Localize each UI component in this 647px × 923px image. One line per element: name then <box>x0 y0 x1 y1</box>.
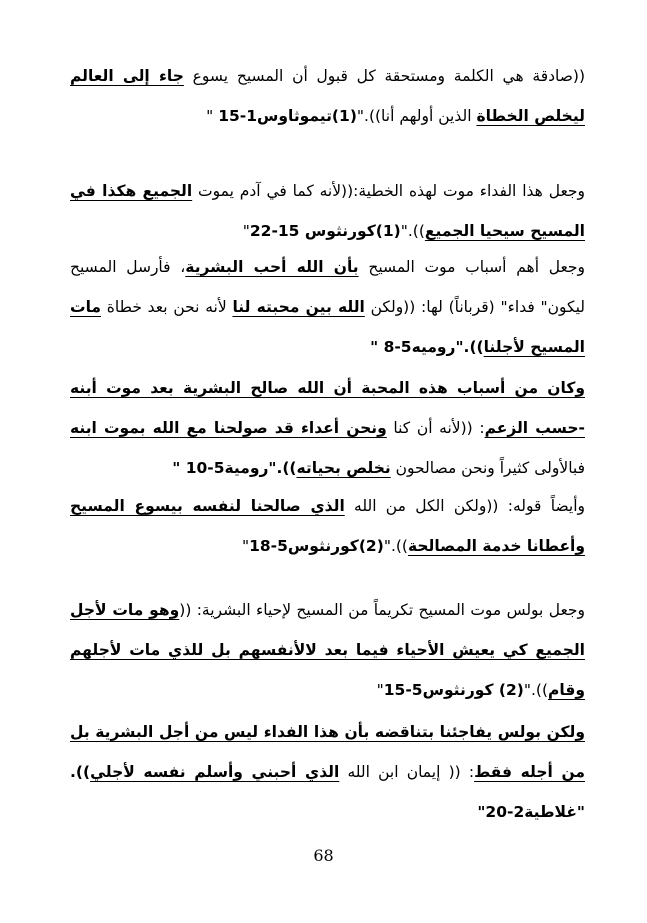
text-segment: جاء إلى العالم ليخلص الخطاة <box>70 67 585 125</box>
paragraph-3 <box>70 247 585 367</box>
text-segment: الله بين محبته لنا <box>232 298 365 316</box>
text-segment: الذين أولهم أنا))." <box>356 107 477 125</box>
text-segment: (1) <box>375 222 401 240</box>
text-segment: بأن الله أحب البشرية <box>185 258 359 276</box>
text-segment: وأيضاً قوله: ((ولكن الكل من الله <box>344 497 585 515</box>
text-segment: ))." <box>400 222 425 240</box>
paragraph-4 <box>70 368 585 488</box>
text-segment: : ((لأنه أن كنا <box>386 419 485 437</box>
text-segment: (1) <box>331 107 357 125</box>
text-segment: وجعل أهم أسباب موت المسيح <box>358 258 586 276</box>
text-segment: نخلص بحياته <box>296 459 391 477</box>
text-segment: تيموثاوس1-15 <box>218 107 332 125</box>
text-segment: ))."رومية5-10 " <box>172 459 297 477</box>
paragraph-1 <box>70 56 585 136</box>
text-segment: ))." <box>523 681 549 699</box>
text-segment: لأنه نحن بعد خطاة <box>101 298 233 316</box>
text-segment: ))." <box>383 537 408 555</box>
text-segment: : (( إيمان ابن الله <box>339 763 475 781</box>
text-segment: مات المسيح لأجلنا <box>70 298 585 356</box>
text-segment: " <box>376 681 384 699</box>
text-segment: ((صادقة هي الكلمة ومستحقة كل قبول أن المسيح يسوع <box>183 67 585 85</box>
text-segment: " <box>241 537 250 555</box>
paragraph-6 <box>70 590 585 710</box>
text-segment: كورنثوس 15-22 <box>249 222 376 240</box>
text-segment: وجعل بولس موت المسيح تكريماً من المسيح لإحياء البشرية: (( <box>179 601 585 619</box>
text-segment: الجميع هكذا في المسيح سيحيا الجميع <box>70 182 585 240</box>
text-segment: الذي أحبني وأسلم نفسه لأجلي <box>90 763 340 781</box>
text-segment: كورنثوس5-15 <box>383 681 499 699</box>
page-number: 68 <box>313 846 334 865</box>
text-segment: فبالأولى كثيراً ونحن مصالحون <box>390 459 585 477</box>
text-segment: كورنثوس5-18 <box>249 537 359 555</box>
text-segment: وجعل هذا الفداء موت لهذه الخطية:((لأنه كما في آدم يموت <box>192 182 585 200</box>
text-segment: الذي صالحنا لنفسه بيسوع المسيح وأعطانا خدمة المصالحة <box>70 497 585 555</box>
text-segment: ونحن أعداء قد صولحنا مع الله بموت ابنه <box>70 419 387 437</box>
text-segment: ولكن بولس يفاجئنا بتناقضه بأن هذا الفداء ليس من أجل البشرية بل من أجله فقط <box>70 723 586 781</box>
text-segment: " <box>206 107 219 125</box>
text-segment: (2) <box>358 537 384 555</box>
text-segment: ، فأرسل المسيح ليكون" فداء" (قرباناً) لها: ((ولكن <box>70 258 585 316</box>
paragraph-5 <box>70 486 585 566</box>
text-segment: " <box>242 222 250 240</box>
text-segment: وكان من أسباب هذه المحبة أن الله صالح البشرية بعد موت أبنه -حسب الزعم <box>70 379 585 437</box>
text-segment: ))."روميه5-8 " <box>370 338 484 356</box>
text-segment: )). "غلاطية2-20" <box>70 763 585 821</box>
text-segment: وهو مات لأجل الجميع كي يعيش الأحياء فيما بعد لالأنفسهم بل للذي مات لأجلهم وقام <box>70 601 585 699</box>
paragraph-2 <box>70 171 585 251</box>
paragraph-7 <box>70 712 585 832</box>
text-segment: (2) <box>498 681 524 699</box>
